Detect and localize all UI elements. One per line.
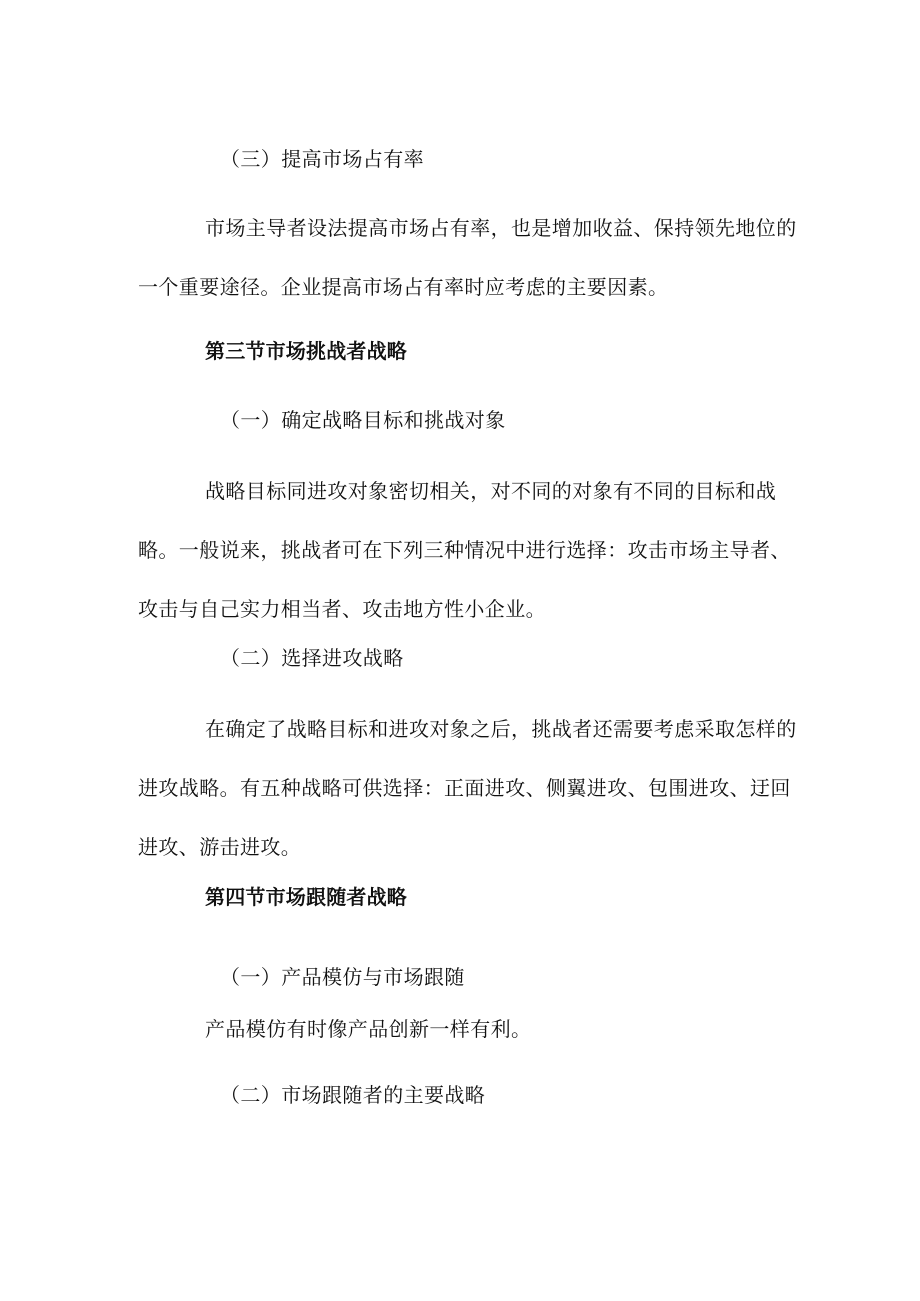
- subsection-title: （二）选择进攻战略: [220, 646, 404, 670]
- subsection-title: （三）提高市场占有率: [220, 147, 424, 171]
- paragraph-line: 市场主导者设法提高市场占有率，也是增加收益、保持领先地位的: [205, 216, 797, 240]
- section-title: 第三节市场挑战者战略: [205, 339, 407, 363]
- paragraph: [138, 716, 797, 860]
- paragraph-line: 战略目标同进攻对象密切相关，对不同的对象有不同的目标和战: [205, 479, 777, 503]
- paragraph-line: 进攻战略。有五种战略可供选择：正面进攻、侧翼进攻、包围进攻、迂回: [138, 776, 791, 800]
- paragraph: [138, 215, 797, 300]
- paragraph-line: 略。一般说来，挑战者可在下列三种情况中进行选择：攻击市场主导者、: [138, 538, 791, 562]
- section-title: 第四节市场跟随者战略: [205, 885, 407, 909]
- subsection-title: （二）市场跟随者的主要战略: [220, 1083, 486, 1107]
- paragraph: [138, 478, 791, 622]
- paragraph-line: 一个重要途径。企业提高市场占有率时应考虑的主要因素。: [138, 275, 669, 299]
- subsection-title: （一）产品模仿与市场跟随: [220, 965, 465, 989]
- paragraph: 产品模仿有时像产品创新一样有利。: [205, 1017, 532, 1041]
- paragraph-line: 进攻、游击进攻。: [138, 835, 302, 859]
- subsection-title: （一）确定战略目标和挑战对象: [220, 408, 506, 432]
- paragraph-line: 在确定了战略目标和进攻对象之后，挑战者还需要考虑采取怎样的: [205, 717, 797, 741]
- paragraph-line: 攻击与自己实力相当者、攻击地方性小企业。: [138, 597, 546, 621]
